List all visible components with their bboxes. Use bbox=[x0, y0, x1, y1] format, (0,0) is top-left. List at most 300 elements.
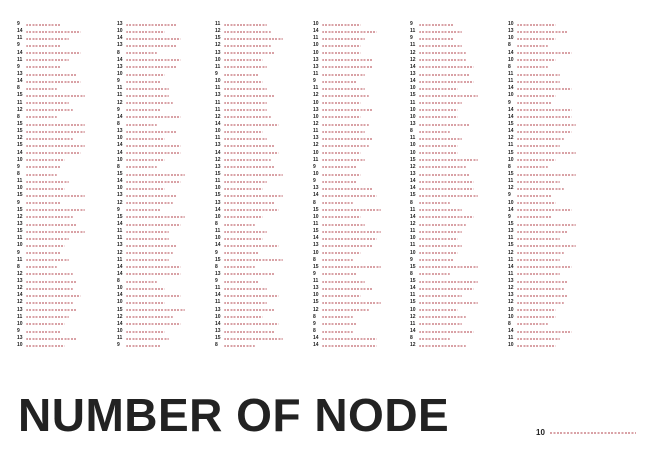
node-count: 14 bbox=[313, 335, 319, 342]
node-row bbox=[215, 321, 317, 328]
node-sequence-bar bbox=[419, 323, 462, 325]
node-sequence-bar bbox=[419, 345, 466, 347]
node-count: 15 bbox=[508, 120, 514, 127]
node-sequence-bar bbox=[126, 338, 169, 340]
node-row bbox=[313, 107, 415, 114]
node-count: 15 bbox=[117, 306, 123, 313]
node-sequence-bar bbox=[224, 195, 283, 197]
node-sequence-bar bbox=[322, 338, 377, 340]
node-sequence-bar bbox=[517, 102, 552, 104]
node-sequence-bar bbox=[224, 345, 255, 347]
node-sequence-bar bbox=[126, 245, 177, 247]
node-row bbox=[410, 35, 512, 42]
node-count: 13 bbox=[215, 199, 221, 206]
node-count: 14 bbox=[508, 328, 514, 335]
node-row bbox=[313, 278, 415, 285]
node-sequence-bar bbox=[517, 152, 576, 154]
node-count: 14 bbox=[410, 213, 416, 220]
node-sequence-bar bbox=[126, 331, 165, 333]
node-row bbox=[313, 192, 415, 199]
node-count: 8 bbox=[215, 342, 218, 349]
node-count: 14 bbox=[508, 263, 514, 270]
node-sequence-bar bbox=[419, 74, 470, 76]
node-sequence-bar bbox=[322, 81, 357, 83]
node-row bbox=[215, 71, 317, 78]
node-sequence-bar bbox=[26, 145, 85, 147]
node-count: 11 bbox=[508, 142, 514, 149]
node-count: 13 bbox=[313, 135, 319, 142]
node-row bbox=[215, 64, 317, 71]
node-sequence-bar bbox=[322, 273, 357, 275]
node-sequence-bar bbox=[517, 209, 572, 211]
node-count: 14 bbox=[17, 49, 23, 56]
node-count: 15 bbox=[17, 128, 23, 135]
node-sequence-bar bbox=[126, 31, 165, 33]
node-sequence-bar bbox=[419, 159, 478, 161]
node-sequence-bar bbox=[419, 31, 462, 33]
node-count: 9 bbox=[313, 178, 316, 185]
node-row bbox=[215, 328, 317, 335]
node-sequence-bar bbox=[322, 331, 353, 333]
node-row bbox=[117, 307, 219, 314]
node-row bbox=[410, 28, 512, 35]
node-sequence-bar bbox=[126, 273, 181, 275]
node-row bbox=[17, 100, 119, 107]
node-sequence-bar bbox=[419, 102, 462, 104]
node-sequence-bar bbox=[224, 316, 263, 318]
node-row bbox=[215, 92, 317, 99]
node-sequence-bar bbox=[126, 74, 165, 76]
node-row bbox=[410, 42, 512, 49]
node-row bbox=[17, 314, 119, 321]
node-sequence-bar bbox=[517, 281, 568, 283]
node-count: 11 bbox=[215, 99, 221, 106]
node-count: 10 bbox=[313, 292, 319, 299]
node-sequence-bar bbox=[26, 66, 61, 68]
node-sequence-bar bbox=[26, 116, 57, 118]
node-count: 10 bbox=[117, 156, 123, 163]
node-sequence-bar bbox=[126, 345, 161, 347]
node-count: 10 bbox=[313, 21, 319, 27]
node-row bbox=[117, 228, 219, 235]
node-count: 13 bbox=[215, 163, 221, 170]
node-count: 10 bbox=[215, 213, 221, 220]
node-count: 15 bbox=[410, 263, 416, 270]
node-sequence-bar bbox=[419, 131, 450, 133]
node-row bbox=[17, 228, 119, 235]
node-row bbox=[410, 264, 512, 271]
node-count: 10 bbox=[215, 128, 221, 135]
node-row bbox=[410, 135, 512, 142]
node-column bbox=[508, 21, 610, 349]
node-row bbox=[508, 321, 610, 328]
node-sequence-bar bbox=[322, 38, 365, 40]
node-count: 11 bbox=[313, 70, 319, 77]
node-count: 14 bbox=[17, 292, 23, 299]
node-row bbox=[215, 164, 317, 171]
node-row bbox=[17, 142, 119, 149]
node-sequence-bar bbox=[26, 124, 85, 126]
node-sequence-bar bbox=[419, 66, 474, 68]
node-count: 9 bbox=[17, 21, 20, 27]
node-count: 10 bbox=[313, 113, 319, 120]
node-count: 12 bbox=[17, 270, 23, 277]
node-sequence-bar bbox=[224, 295, 279, 297]
node-sequence-bar bbox=[224, 81, 263, 83]
node-sequence-bar bbox=[322, 59, 373, 61]
node-sequence-bar bbox=[126, 281, 157, 283]
node-count: 8 bbox=[17, 85, 20, 92]
node-row bbox=[17, 21, 119, 28]
node-count: 12 bbox=[313, 142, 319, 149]
node-row bbox=[117, 71, 219, 78]
node-row bbox=[508, 228, 610, 235]
node-count: 15 bbox=[313, 299, 319, 306]
node-count: 9 bbox=[410, 256, 413, 263]
node-sequence-bar bbox=[419, 231, 462, 233]
node-sequence-bar bbox=[322, 159, 365, 161]
node-row bbox=[410, 271, 512, 278]
node-row bbox=[117, 157, 219, 164]
node-sequence-bar bbox=[26, 281, 77, 283]
node-sequence-bar bbox=[322, 302, 381, 304]
node-row bbox=[410, 342, 512, 349]
node-count: 12 bbox=[410, 163, 416, 170]
node-row bbox=[17, 150, 119, 157]
node-sequence-bar bbox=[322, 88, 365, 90]
node-count: 15 bbox=[508, 220, 514, 227]
node-count: 15 bbox=[117, 213, 123, 220]
node-sequence-bar bbox=[126, 102, 173, 104]
node-count: 13 bbox=[410, 120, 416, 127]
node-count: 10 bbox=[410, 85, 416, 92]
node-count: 11 bbox=[215, 178, 221, 185]
node-count: 15 bbox=[17, 228, 23, 235]
node-sequence-bar bbox=[224, 188, 263, 190]
node-sequence-bar bbox=[126, 152, 181, 154]
node-count: 10 bbox=[117, 185, 123, 192]
node-sequence-bar bbox=[26, 45, 61, 47]
node-row bbox=[410, 128, 512, 135]
node-count: 13 bbox=[215, 306, 221, 313]
node-row bbox=[17, 42, 119, 49]
node-row bbox=[410, 321, 512, 328]
node-sequence-bar bbox=[322, 95, 369, 97]
node-sequence-bar bbox=[224, 138, 267, 140]
node-count: 9 bbox=[117, 342, 120, 349]
node-count: 12 bbox=[508, 285, 514, 292]
node-sequence-bar bbox=[419, 331, 474, 333]
node-row bbox=[215, 271, 317, 278]
node-row bbox=[410, 100, 512, 107]
node-count: 13 bbox=[117, 128, 123, 135]
node-sequence-bar bbox=[322, 166, 357, 168]
node-sequence-bar bbox=[517, 273, 560, 275]
node-count: 12 bbox=[117, 313, 123, 320]
node-sequence-bar bbox=[224, 259, 283, 261]
node-sequence-bar bbox=[224, 238, 263, 240]
node-count: 15 bbox=[17, 192, 23, 199]
node-count: 11 bbox=[215, 106, 221, 113]
node-sequence-bar bbox=[224, 252, 259, 254]
node-column bbox=[215, 21, 317, 349]
node-row bbox=[508, 71, 610, 78]
node-row bbox=[508, 85, 610, 92]
node-sequence-bar bbox=[224, 209, 279, 211]
node-count: 9 bbox=[117, 78, 120, 85]
node-count: 10 bbox=[117, 328, 123, 335]
node-row bbox=[410, 200, 512, 207]
node-sequence-bar bbox=[517, 116, 572, 118]
node-sequence-bar bbox=[517, 24, 556, 26]
node-count: 15 bbox=[117, 170, 123, 177]
node-row bbox=[215, 28, 317, 35]
node-row bbox=[313, 307, 415, 314]
node-count: 10 bbox=[17, 185, 23, 192]
node-count: 8 bbox=[17, 170, 20, 177]
node-row bbox=[508, 121, 610, 128]
node-row bbox=[410, 185, 512, 192]
node-count: 10 bbox=[117, 299, 123, 306]
node-sequence-bar bbox=[419, 109, 458, 111]
node-count: 11 bbox=[17, 99, 23, 106]
node-count: 15 bbox=[313, 263, 319, 270]
node-sequence-bar bbox=[26, 188, 65, 190]
node-row bbox=[313, 92, 415, 99]
node-count: 15 bbox=[410, 156, 416, 163]
node-count: 8 bbox=[410, 128, 413, 135]
node-count: 14 bbox=[508, 85, 514, 92]
node-row bbox=[17, 135, 119, 142]
node-row bbox=[508, 78, 610, 85]
node-count: 14 bbox=[410, 178, 416, 185]
node-row bbox=[215, 85, 317, 92]
node-row bbox=[410, 164, 512, 171]
node-sequence-bar bbox=[322, 24, 361, 26]
node-count: 14 bbox=[410, 328, 416, 335]
node-row bbox=[313, 342, 415, 349]
node-count: 13 bbox=[117, 42, 123, 49]
node-sequence-bar bbox=[26, 81, 81, 83]
node-count: 9 bbox=[17, 42, 20, 49]
node-sequence-bar bbox=[517, 124, 576, 126]
node-sequence-bar bbox=[419, 81, 474, 83]
node-sequence-bar bbox=[322, 281, 365, 283]
node-row bbox=[410, 85, 512, 92]
node-sequence-bar bbox=[126, 195, 177, 197]
node-count: 15 bbox=[17, 120, 23, 127]
node-row bbox=[313, 328, 415, 335]
node-count: 12 bbox=[17, 213, 23, 220]
node-row bbox=[17, 292, 119, 299]
node-count: 14 bbox=[17, 149, 23, 156]
node-count: 14 bbox=[215, 242, 221, 249]
node-sequence-bar bbox=[322, 252, 361, 254]
node-sequence-bar bbox=[517, 159, 556, 161]
node-sequence-bar bbox=[517, 74, 560, 76]
node-sequence-bar bbox=[126, 188, 165, 190]
node-sequence-bar bbox=[126, 124, 157, 126]
node-row bbox=[117, 28, 219, 35]
node-count: 13 bbox=[117, 192, 123, 199]
node-count: 8 bbox=[313, 313, 316, 320]
node-sequence-bar bbox=[26, 138, 73, 140]
node-row bbox=[508, 214, 610, 221]
node-sequence-bar bbox=[419, 245, 462, 247]
node-sequence-bar bbox=[517, 331, 572, 333]
node-row bbox=[117, 64, 219, 71]
node-count: 8 bbox=[117, 163, 120, 170]
node-sequence-bar bbox=[26, 195, 85, 197]
node-sequence-bar bbox=[517, 166, 548, 168]
node-row bbox=[313, 264, 415, 271]
node-row bbox=[117, 21, 219, 28]
node-row bbox=[117, 314, 219, 321]
node-count: 14 bbox=[508, 128, 514, 135]
node-sequence-bar bbox=[517, 131, 572, 133]
node-row bbox=[215, 171, 317, 178]
node-sequence-bar bbox=[26, 152, 81, 154]
node-count: 9 bbox=[17, 249, 20, 256]
node-sequence-bar bbox=[126, 295, 181, 297]
node-sequence-bar bbox=[224, 338, 283, 340]
node-row bbox=[117, 35, 219, 42]
node-row bbox=[117, 292, 219, 299]
node-row bbox=[313, 314, 415, 321]
node-row bbox=[17, 264, 119, 271]
node-row bbox=[313, 135, 415, 142]
node-count: 12 bbox=[215, 156, 221, 163]
node-count: 11 bbox=[410, 242, 416, 249]
node-count: 11 bbox=[313, 85, 319, 92]
node-sequence-bar bbox=[126, 224, 181, 226]
node-sequence-bar bbox=[126, 323, 181, 325]
node-row bbox=[17, 285, 119, 292]
node-row bbox=[410, 150, 512, 157]
node-sequence-bar bbox=[126, 131, 177, 133]
node-row bbox=[410, 71, 512, 78]
node-row bbox=[17, 28, 119, 35]
node-row bbox=[215, 42, 317, 49]
node-count: 9 bbox=[313, 163, 316, 170]
node-sequence-bar bbox=[126, 174, 185, 176]
node-row bbox=[313, 121, 415, 128]
node-count: 9 bbox=[313, 78, 316, 85]
node-row bbox=[117, 185, 219, 192]
node-row bbox=[410, 299, 512, 306]
node-count: 10 bbox=[313, 149, 319, 156]
node-row bbox=[508, 328, 610, 335]
node-row bbox=[215, 150, 317, 157]
node-row bbox=[508, 142, 610, 149]
node-count: 9 bbox=[508, 99, 511, 106]
node-row bbox=[410, 235, 512, 242]
node-count: 13 bbox=[313, 185, 319, 192]
node-count: 8 bbox=[508, 320, 511, 327]
node-row bbox=[313, 285, 415, 292]
node-row bbox=[17, 171, 119, 178]
node-count: 11 bbox=[410, 292, 416, 299]
node-count: 11 bbox=[508, 256, 514, 263]
node-sequence-bar bbox=[517, 252, 564, 254]
node-row bbox=[313, 221, 415, 228]
node-sequence-bar bbox=[419, 59, 466, 61]
node-count: 11 bbox=[508, 235, 514, 242]
node-sequence-bar bbox=[517, 345, 556, 347]
node-count: 14 bbox=[17, 78, 23, 85]
node-count: 13 bbox=[215, 328, 221, 335]
node-sequence-bar bbox=[322, 109, 373, 111]
node-sequence-bar bbox=[126, 231, 169, 233]
node-row bbox=[508, 335, 610, 342]
node-count: 14 bbox=[17, 28, 23, 35]
node-sequence-bar bbox=[126, 209, 161, 211]
node-sequence-bar bbox=[126, 166, 157, 168]
node-count: 13 bbox=[17, 220, 23, 227]
node-row bbox=[17, 107, 119, 114]
node-count: 8 bbox=[215, 263, 218, 270]
node-sequence-bar bbox=[126, 66, 177, 68]
node-sequence-bar bbox=[224, 245, 279, 247]
node-row bbox=[313, 171, 415, 178]
node-row bbox=[313, 21, 415, 28]
node-sequence-bar bbox=[126, 238, 169, 240]
node-count: 10 bbox=[17, 342, 23, 349]
node-count: 12 bbox=[508, 135, 514, 142]
node-row bbox=[508, 299, 610, 306]
node-sequence-bar bbox=[419, 309, 458, 311]
node-row bbox=[215, 228, 317, 235]
node-sequence-bar bbox=[126, 88, 169, 90]
node-row bbox=[17, 71, 119, 78]
node-sequence-bar bbox=[517, 202, 556, 204]
node-sequence-bar bbox=[419, 202, 450, 204]
node-count: 8 bbox=[313, 328, 316, 335]
node-sequence-bar bbox=[224, 231, 267, 233]
node-sequence-bar bbox=[224, 116, 271, 118]
node-sequence-bar bbox=[126, 309, 185, 311]
node-sequence-bar bbox=[224, 24, 267, 26]
node-sequence-bar bbox=[224, 181, 267, 183]
node-row bbox=[313, 207, 415, 214]
node-row bbox=[508, 114, 610, 121]
node-row bbox=[410, 107, 512, 114]
node-count: 14 bbox=[117, 263, 123, 270]
node-count: 11 bbox=[508, 335, 514, 342]
node-row bbox=[215, 264, 317, 271]
node-sequence-bar bbox=[517, 145, 560, 147]
node-sequence-bar bbox=[419, 266, 478, 268]
node-row bbox=[215, 50, 317, 57]
node-row bbox=[508, 342, 610, 349]
node-count: 14 bbox=[117, 56, 123, 63]
node-row bbox=[313, 257, 415, 264]
node-count: 11 bbox=[508, 270, 514, 277]
node-count: 14 bbox=[508, 106, 514, 113]
node-sequence-bar bbox=[517, 66, 548, 68]
node-count: 13 bbox=[117, 63, 123, 70]
node-row bbox=[313, 42, 415, 49]
node-row bbox=[508, 314, 610, 321]
node-sequence-bar bbox=[224, 159, 271, 161]
node-count: 14 bbox=[508, 49, 514, 56]
node-sequence-bar bbox=[419, 38, 454, 40]
node-count: 12 bbox=[313, 120, 319, 127]
node-sequence-bar bbox=[224, 145, 275, 147]
node-count: 10 bbox=[508, 156, 514, 163]
node-sequence-bar bbox=[26, 181, 69, 183]
node-sequence-bar bbox=[322, 31, 377, 33]
